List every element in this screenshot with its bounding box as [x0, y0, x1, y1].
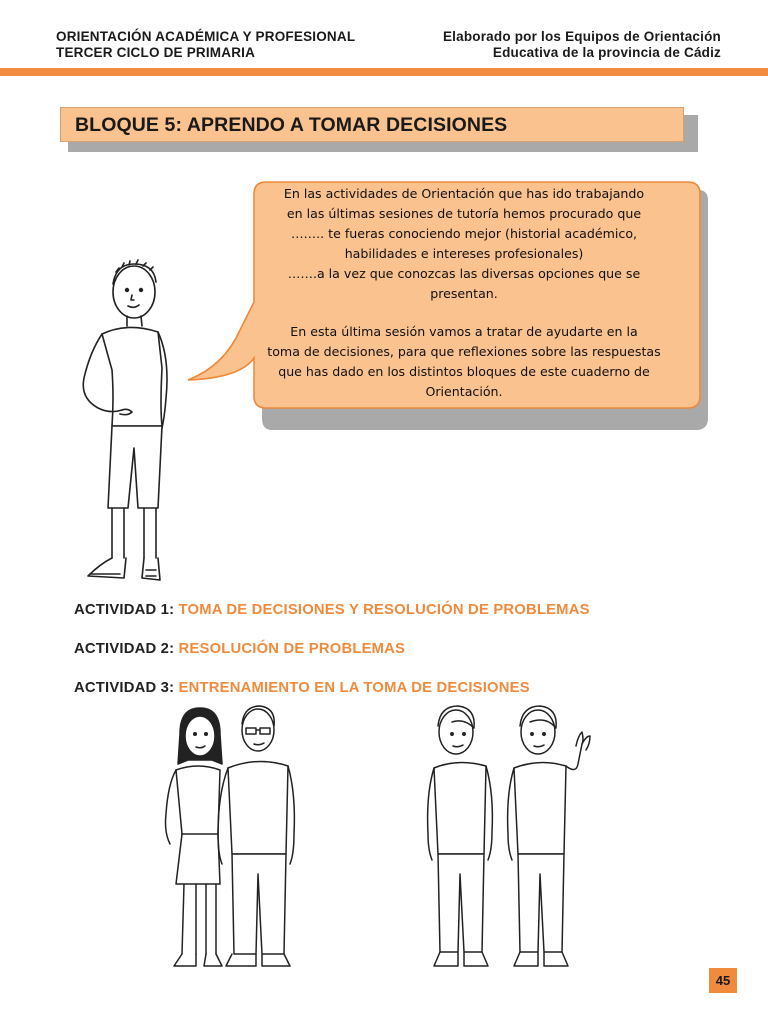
bubble-line: que has dado en los distintos bloques de este cuaderno de [278, 364, 650, 379]
header-divider [0, 68, 768, 76]
header-subject: ORIENTACIÓN ACADÉMICA Y PROFESIONAL [56, 29, 356, 44]
bubble-line: …….. te fueras conociendo mejor (historial académico, [290, 226, 638, 241]
header-author: Elaborado por los Equipos de Orientación [442, 29, 721, 44]
header-province: Educativa de la provincia de Cádiz [492, 45, 721, 60]
activity-2 [74, 641, 405, 657]
header-right [443, 29, 721, 61]
header-left [56, 29, 355, 61]
bubble-line: toma de decisiones, para que reflexiones sobre las respuestas [267, 344, 661, 359]
bubble-line: en las últimas sesiones de tutoría hemos procurado que [286, 206, 642, 221]
page-number: 45 [709, 968, 737, 993]
activity-title: TOMA DE DECISIONES Y RESOLUCIÓN DE PROBLEMAS [178, 602, 590, 618]
bubble-text [236, 184, 692, 402]
bubble-line: En esta última sesión vamos a tratar de ayudarte en la [290, 324, 638, 339]
activity-3 [74, 680, 530, 696]
activity-label: ACTIVIDAD 3: [74, 680, 179, 696]
bubble-line: presentan. [430, 286, 498, 301]
activity-label: ACTIVIDAD 1: [74, 602, 179, 618]
header-level: TERCER CICLO DE PRIMARIA [56, 45, 256, 60]
activity-title: RESOLUCIÓN DE PROBLEMAS [178, 641, 406, 657]
bubble-line: habilidades e intereses profesionales) [344, 246, 584, 261]
activity-title: ENTRENAMIENTO EN LA TOMA DE DECISIONES [178, 680, 530, 696]
activity-label: ACTIVIDAD 2: [74, 641, 179, 657]
boy-illustration [72, 258, 182, 588]
girl-and-boy-illustration [158, 704, 298, 974]
block-title: BLOQUE 5: APRENDO A TOMAR DECISIONES [60, 107, 684, 142]
bubble-line: En las actividades de Orientación que has ido trabajando [283, 186, 645, 201]
bubble-line: Orientación. [425, 384, 503, 399]
activity-1 [74, 602, 590, 618]
bubble-line: …….a la vez que conozcas las diversas opciones que se [287, 266, 641, 281]
two-boys-illustration [426, 704, 596, 974]
